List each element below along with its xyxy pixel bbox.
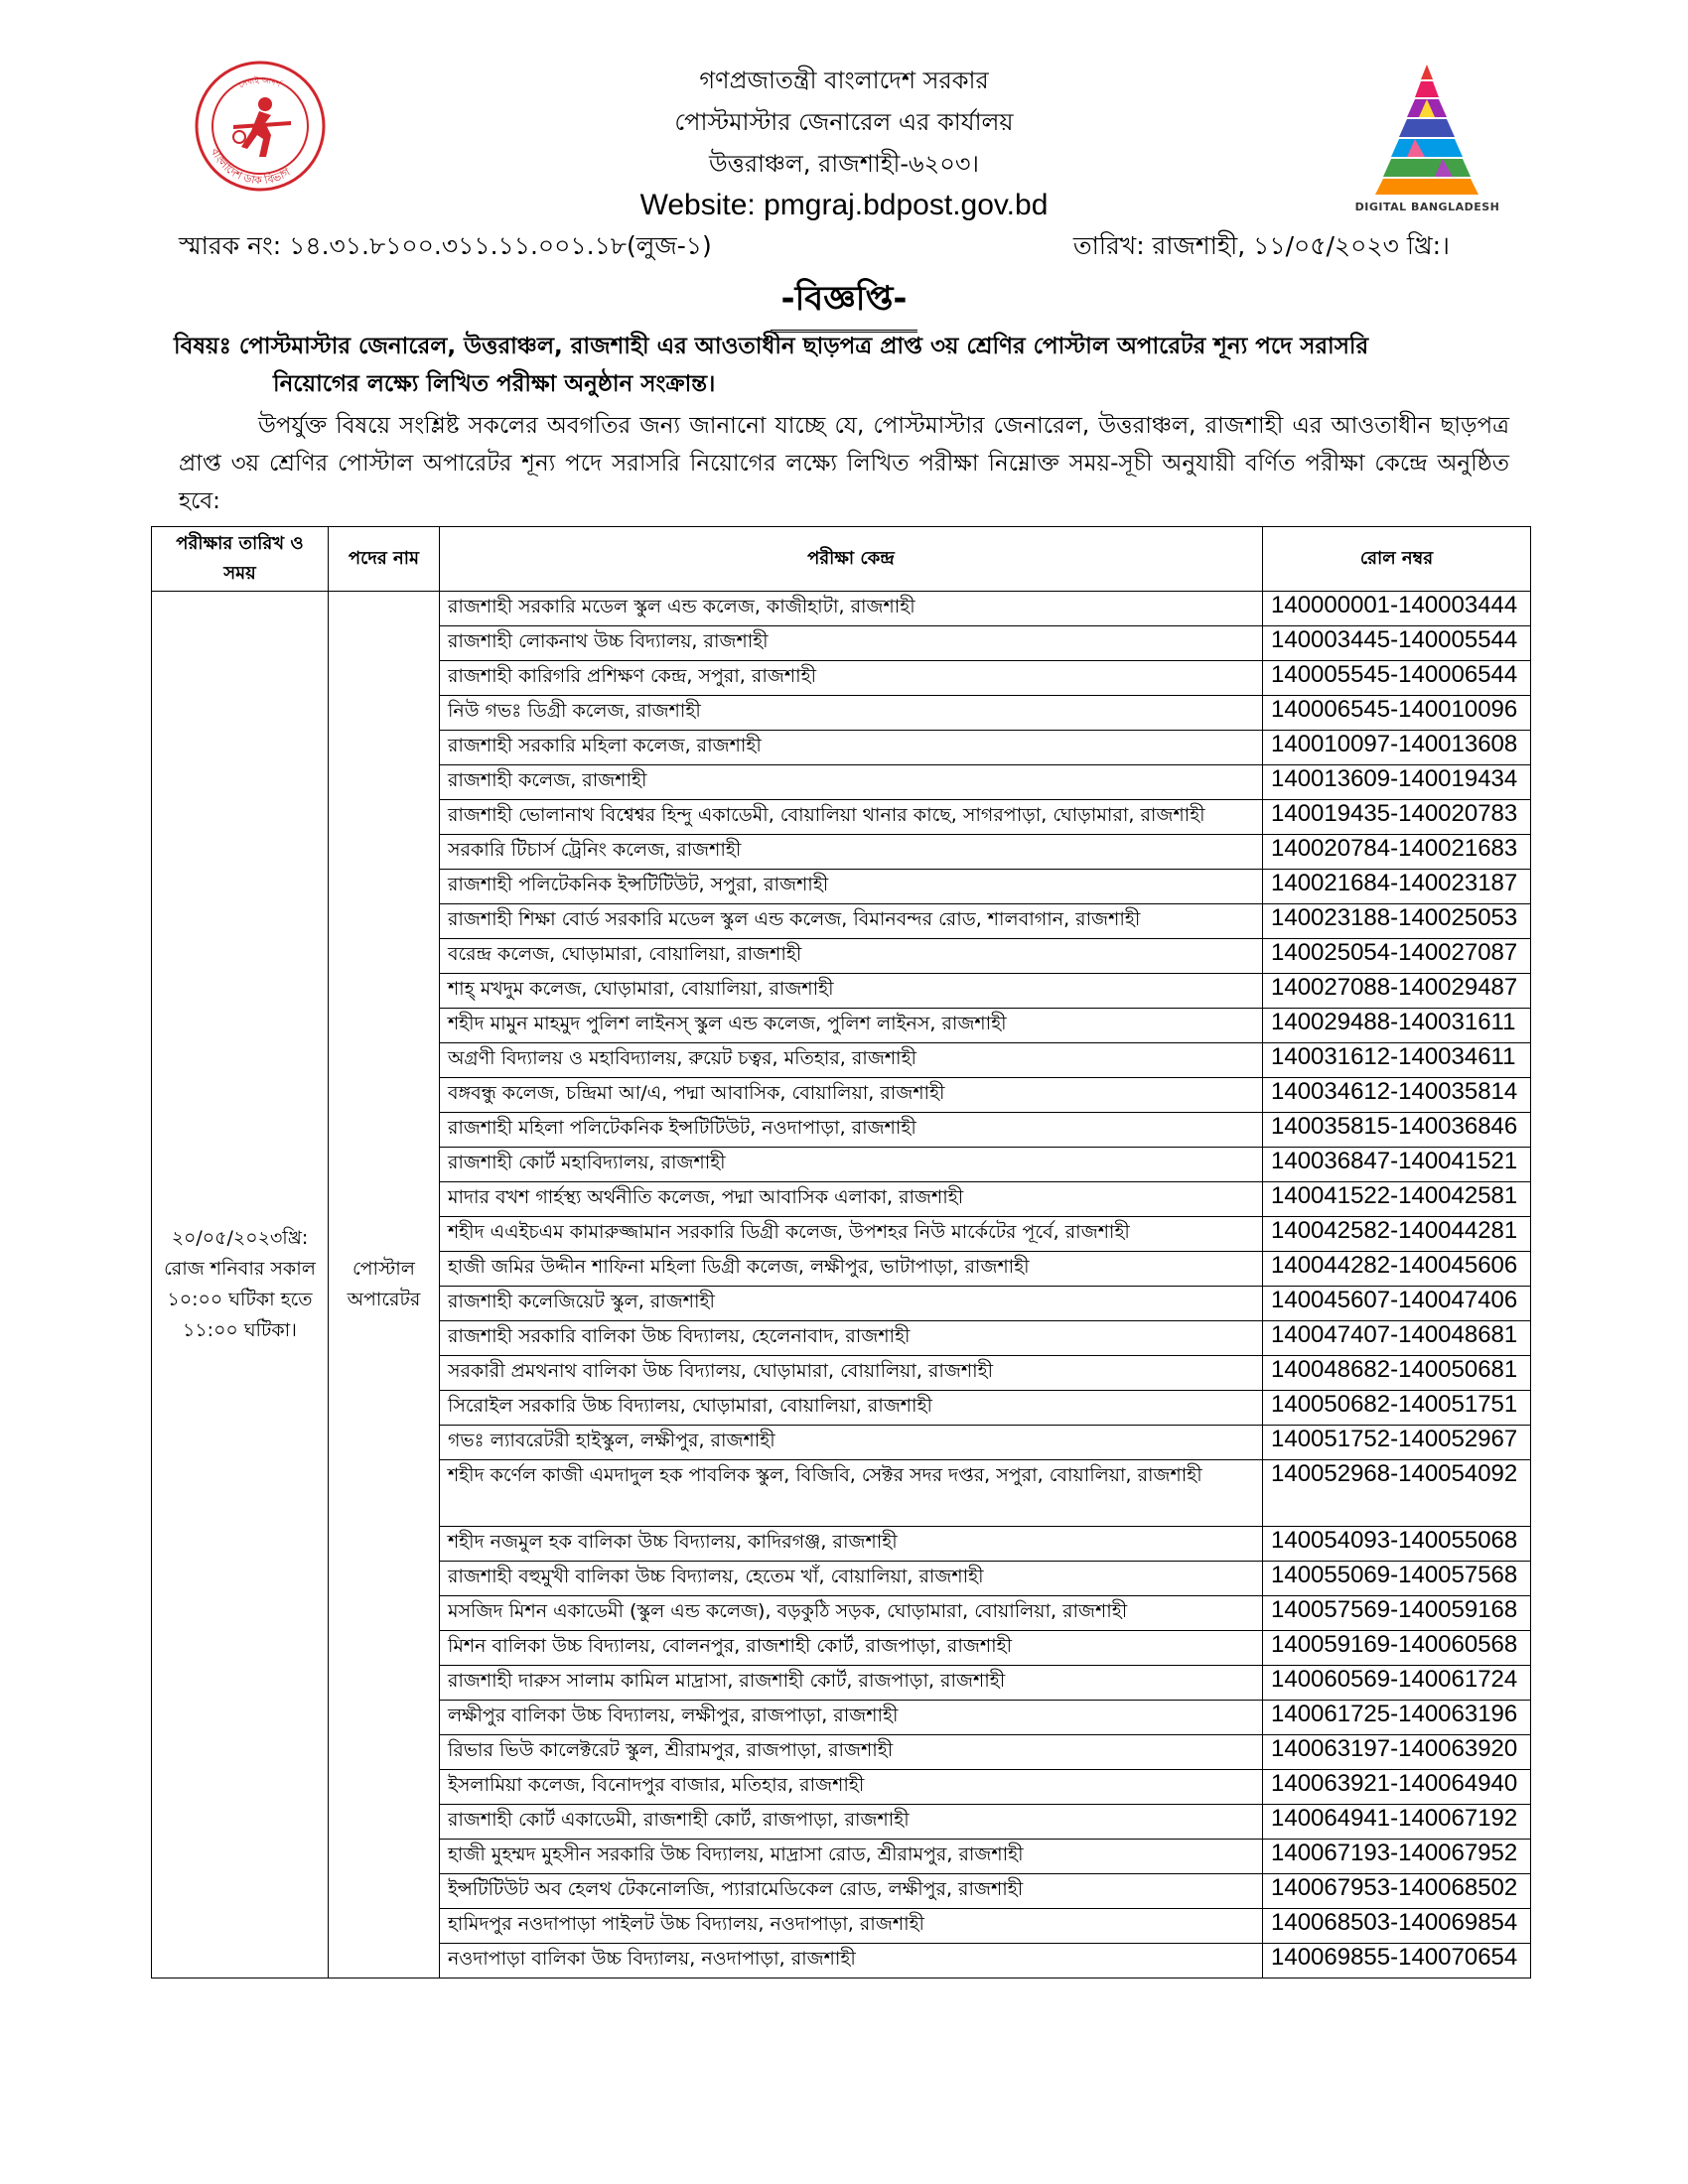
exam-center-name: মসজিদ মিশন একাডেমী (স্কুল এন্ড কলেজ), বড়কুঠি সড়ক, ঘোড়ামারা, বোয়ালিয়া, রাজশাহী [439,1596,1262,1631]
exam-center-name: হাজী জমির উদ্দীন শাফিনা মহিলা ডিগ্রী কলেজ, লক্ষীপুর, ভাটাপাড়া, রাজশাহী [439,1252,1262,1287]
header-line-office: পোস্টমাস্টার জেনারেল এর কার্যালয় [674,108,1014,136]
roll-range: 140000001-140003444 [1263,592,1531,626]
exam-center-name: ইন্সটিটিউট অব হেলথ টেকনোলজি, প্যারামেডিকেল রোড, লক্ষীপুর, রাজশাহী [439,1874,1262,1909]
exam-center-name: বঙ্গবন্ধু কলেজ, চন্দ্রিমা আ/এ, পদ্মা আবাসিক, বোয়ালিয়া, রাজশাহী [439,1078,1262,1113]
digital-bangladesh-text: DIGITAL BANGLADESH [1354,201,1500,213]
roll-range: 140068503-140069854 [1263,1909,1531,1944]
exam-center-name: রাজশাহী লোকনাথ উচ্চ বিদ্যালয়, রাজশাহী [439,626,1262,661]
exam-center-name: রাজশাহী সরকারি বালিকা উচ্চ বিদ্যালয়, হেলেনাবাদ, রাজশাহী [439,1321,1262,1356]
exam-center-name: শহীদ এএইচএম কামারুজ্জামান সরকারি ডিগ্রী কলেজ, উপশহর নিউ মার্কেটের পূর্বে, রাজশাহী [439,1217,1262,1252]
notice-title-text: -বিজ্ঞপ্তি- [771,273,916,333]
roll-range: 140054093-140055068 [1263,1527,1531,1562]
roll-range: 140027088-140029487 [1263,974,1531,1009]
roll-range: 140067953-140068502 [1263,1874,1531,1909]
body-paragraph: উপর্যুক্ত বিষয়ে সংশ্লিষ্ট সকলের অবগতির জন্য জানানো যাচ্ছে যে, পোস্টমাস্টার জেনারেল, উত্তরাঞ্চল, রাজশাহী এর আওতাধীন ছাড়পত্র প্রাপ্ত ৩য় শ্রেণির পোস্টাল অপারেটর শূন্য পদে সরাসরি নিয়োগের লক্ষ্যে লিখিত পরীক্ষা নিম্নোক্ত সময়-সূচী অনুযায়ী বর্ণিত পরীক্ষা কেন্দ্রে অনুষ্ঠিত হবে: [179,413,1509,514]
table-body [152,592,1531,1979]
exam-center-name: হামিদপুর নওদাপাড়া পাইলট উচ্চ বিদ্যালয়, নওদাপাড়া, রাজশাহী [439,1909,1262,1944]
notice-title [0,273,1688,333]
exam-center-name: রাজশাহী কলেজ, রাজশাহী [439,765,1262,800]
exam-center-name: গভঃ ল্যাবরেটরী হাইস্কুল, লক্ষীপুর, রাজশাহী [439,1426,1262,1460]
logo-ring-text: বাংলাদেশ ডাক বিভাগ [208,145,293,188]
roll-range: 140013609-140019434 [1263,765,1531,800]
bangladesh-post-logo [194,60,328,194]
logo-top-text: সেবাই আদর্শ [237,75,282,90]
roll-range: 140020784-140021683 [1263,835,1531,870]
subject-line-2: নিয়োগের লক্ষ্যে লিখিত পরীক্ষা অনুষ্ঠান সংক্রান্ত। [273,371,716,397]
exam-center-name: রাজশাহী সরকারি মহিলা কলেজ, রাজশাহী [439,731,1262,765]
roll-range: 140052968-140054092 [1263,1460,1531,1527]
exam-center-name: রাজশাহী মহিলা পলিটেকনিক ইন্সটিটিউট, নওদাপাড়া, রাজশাহী [439,1113,1262,1148]
roll-range: 140061725-140063196 [1263,1701,1531,1735]
roll-range: 140036847-140041521 [1263,1148,1531,1182]
digital-bangladesh-logo [1345,55,1509,213]
exam-center-name: শহীদ নজমুল হক বালিকা উচ্চ বিদ্যালয়, কাদিরগঞ্জ, রাজশাহী [439,1527,1262,1562]
roll-range: 140041522-140042581 [1263,1182,1531,1217]
roll-range: 140051752-140052967 [1263,1426,1531,1460]
roll-range: 140048682-140050681 [1263,1356,1531,1391]
post-name: পোস্টাল অপারেটর [328,592,439,1979]
roll-range: 140064941-140067192 [1263,1805,1531,1840]
subject [174,328,1504,403]
exam-center-name: শহীদ কর্ণেল কাজী এমদাদুল হক পাবলিক স্কুল, বিজিবি, সেক্টর সদর দপ্তর, সপুরা, বোয়ালিয়া, রাজশাহী [439,1460,1262,1527]
roll-range: 140006545-140010096 [1263,696,1531,731]
roll-range: 140044282-140045606 [1263,1252,1531,1287]
exam-center-name: সরকারী প্রমথনাথ বালিকা উচ্চ বিদ্যালয়, ঘোড়ামারা, বোয়ালিয়া, রাজশাহী [439,1356,1262,1391]
exam-center-name: রাজশাহী শিক্ষা বোর্ড সরকারি মডেল স্কুল এন্ড কলেজ, বিমানবন্দর রোড, শালবাগান, রাজশাহী [439,904,1262,939]
exam-center-name: বরেন্দ্র কলেজ, ঘোড়ামারা, বোয়ালিয়া, রাজশাহী [439,939,1262,974]
roll-range: 140025054-140027087 [1263,939,1531,974]
roll-range: 140067193-140067952 [1263,1840,1531,1874]
roll-range: 140021684-140023187 [1263,870,1531,904]
roll-range: 140059169-140060568 [1263,1631,1531,1666]
memo-date: তারিখ: রাজশাহী, ১১/০৫/২০২৩ খ্রি:। [1072,231,1450,260]
roll-range: 140042582-140044281 [1263,1217,1531,1252]
roll-range: 140057569-140059168 [1263,1596,1531,1631]
exam-center-name: শাহ্ মখদুম কলেজ, ঘোড়ামারা, বোয়ালিয়া, রাজশাহী [439,974,1262,1009]
table-row [152,592,1531,626]
memo-reference: স্মারক নং: ১৪.৩১.৮১০০.৩১১.১১.০০১.১৮(লুজ-১) [179,231,712,260]
exam-center-name: মিশন বালিকা উচ্চ বিদ্যালয়, বোলনপুর, রাজশাহী কোর্ট, রাজপাড়া, রাজশাহী [439,1631,1262,1666]
exam-center-name: অগ্রণী বিদ্যালয় ও মহাবিদ্যালয়, রুয়েট চত্বর, মতিহার, রাজশাহী [439,1043,1262,1078]
letterhead [417,60,1271,226]
exam-center-name: রাজশাহী কারিগরি প্রশিক্ষণ কেন্দ্র, সপুরা, রাজশাহী [439,661,1262,696]
header-website: Website: pmgraj.bdpost.gov.bd [639,189,1049,221]
exam-center-name: রাজশাহী কোর্ট একাডেমী, রাজশাহী কোর্ট, রাজপাড়া, রাজশাহী [439,1805,1262,1840]
roll-range: 140029488-140031611 [1263,1009,1531,1043]
exam-center-name: নওদাপাড়া বালিকা উচ্চ বিদ্যালয়, নওদাপাড়া, রাজশাহী [439,1944,1262,1979]
table-header-row [152,527,1531,592]
roll-range: 140069855-140070654 [1263,1944,1531,1979]
exam-center-name: হাজী মুহম্মদ মুহসীন সরকারি উচ্চ বিদ্যালয়, মাদ্রাসা রোড, শ্রীরামপুর, রাজশাহী [439,1840,1262,1874]
header-line-government: গণপ্রজাতন্ত্রী বাংলাদেশ সরকার [699,67,989,94]
roll-range: 140047407-140048681 [1263,1321,1531,1356]
exam-center-name: সরকারি টিচার্স ট্রেনিং কলেজ, রাজশাহী [439,835,1262,870]
header-center: পরীক্ষা কেন্দ্র [439,527,1262,592]
exam-center-name: রাজশাহী পলিটেকনিক ইন্সটিটিউট, সপুরা, রাজশাহী [439,870,1262,904]
roll-range: 140063197-140063920 [1263,1735,1531,1770]
exam-center-name: রাজশাহী কলেজিয়েট স্কুল, রাজশাহী [439,1287,1262,1321]
exam-schedule-table [151,526,1531,1979]
roll-range: 140010097-140013608 [1263,731,1531,765]
header-post-name: পদের নাম [328,527,439,592]
roll-range: 140045607-140047406 [1263,1287,1531,1321]
header-roll: রোল নম্বর [1263,527,1531,592]
exam-center-name: রাজশাহী দারুস সালাম কামিল মাদ্রাসা, রাজশাহী কোর্ট, রাজপাড়া, রাজশাহী [439,1666,1262,1701]
roll-range: 140003445-140005544 [1263,626,1531,661]
roll-range: 140023188-140025053 [1263,904,1531,939]
roll-range: 140050682-140051751 [1263,1391,1531,1426]
roll-range: 140005545-140006544 [1263,661,1531,696]
exam-center-name: রাজশাহী বহুমুখী বালিকা উচ্চ বিদ্যালয়, হেতেম খাঁ, বোয়ালিয়া, রাজশাহী [439,1562,1262,1596]
header-date-time: পরীক্ষার তারিখ ও সময় [152,527,329,592]
header-line-address: উত্তরাঞ্চল, রাজশাহী-৬২০৩। [708,150,980,178]
exam-center-name: মাদার বখশ গার্হস্থ্য অর্থনীতি কলেজ, পদ্মা আবাসিক এলাকা, রাজশাহী [439,1182,1262,1217]
exam-center-name: রাজশাহী ভোলানাথ বিশ্বেশ্বর হিন্দু একাডেমী, বোয়ালিয়া থানার কাছে, সাগরপাড়া, ঘোড়ামারা, রাজশাহী [439,800,1262,835]
exam-center-name: রিভার ভিউ কালেক্টরেট স্কুল, শ্রীরামপুর, রাজপাড়া, রাজশাহী [439,1735,1262,1770]
exam-center-name: লক্ষীপুর বালিকা উচ্চ বিদ্যালয়, লক্ষীপুর, রাজপাড়া, রাজশাহী [439,1701,1262,1735]
roll-range: 140055069-140057568 [1263,1562,1531,1596]
roll-range: 140031612-140034611 [1263,1043,1531,1078]
svg-text:সেবাই আদর্শ [237,75,283,89]
roll-range: 140063921-140064940 [1263,1770,1531,1805]
exam-center-name: রাজশাহী সরকারি মডেল স্কুল এন্ড কলেজ, কাজীহাটা, রাজশাহী [439,592,1262,626]
roll-range: 140035815-140036846 [1263,1113,1531,1148]
exam-center-name: সিরোইল সরকারি উচ্চ বিদ্যালয়, ঘোড়ামারা, বোয়ালিয়া, রাজশাহী [439,1391,1262,1426]
svg-text:বাংলাদেশ ডাক বিভাগ [208,145,293,187]
exam-center-name: রাজশাহী কোর্ট মহাবিদ্যালয়, রাজশাহী [439,1148,1262,1182]
roll-range: 140060569-140061724 [1263,1666,1531,1701]
exam-center-name: ইসলামিয়া কলেজ, বিনোদপুর বাজার, মতিহার, রাজশাহী [439,1770,1262,1805]
roll-range: 140034612-140035814 [1263,1078,1531,1113]
exam-center-name: শহীদ মামুন মাহমুদ পুলিশ লাইনস্ স্কুল এন্ড কলেজ, পুলিশ লাইনস, রাজশাহী [439,1009,1262,1043]
roll-range: 140019435-140020783 [1263,800,1531,835]
exam-date-time: ২০/০৫/২০২৩খ্রি: রোজ শনিবার সকাল ১০:০০ ঘটিকা হতে ১১:০০ ঘটিকা। [152,592,329,1979]
exam-center-name: নিউ গভঃ ডিগ্রী কলেজ, রাজশাহী [439,696,1262,731]
subject-line-1: বিষয়ঃ পোস্টমাস্টার জেনারেল, উত্তরাঞ্চল, রাজশাহী এর আওতাধীন ছাড়পত্র প্রাপ্ত ৩য় শ্রেণির পোস্টাল অপারেটর শূন্য পদে সরাসরি [174,334,1369,359]
